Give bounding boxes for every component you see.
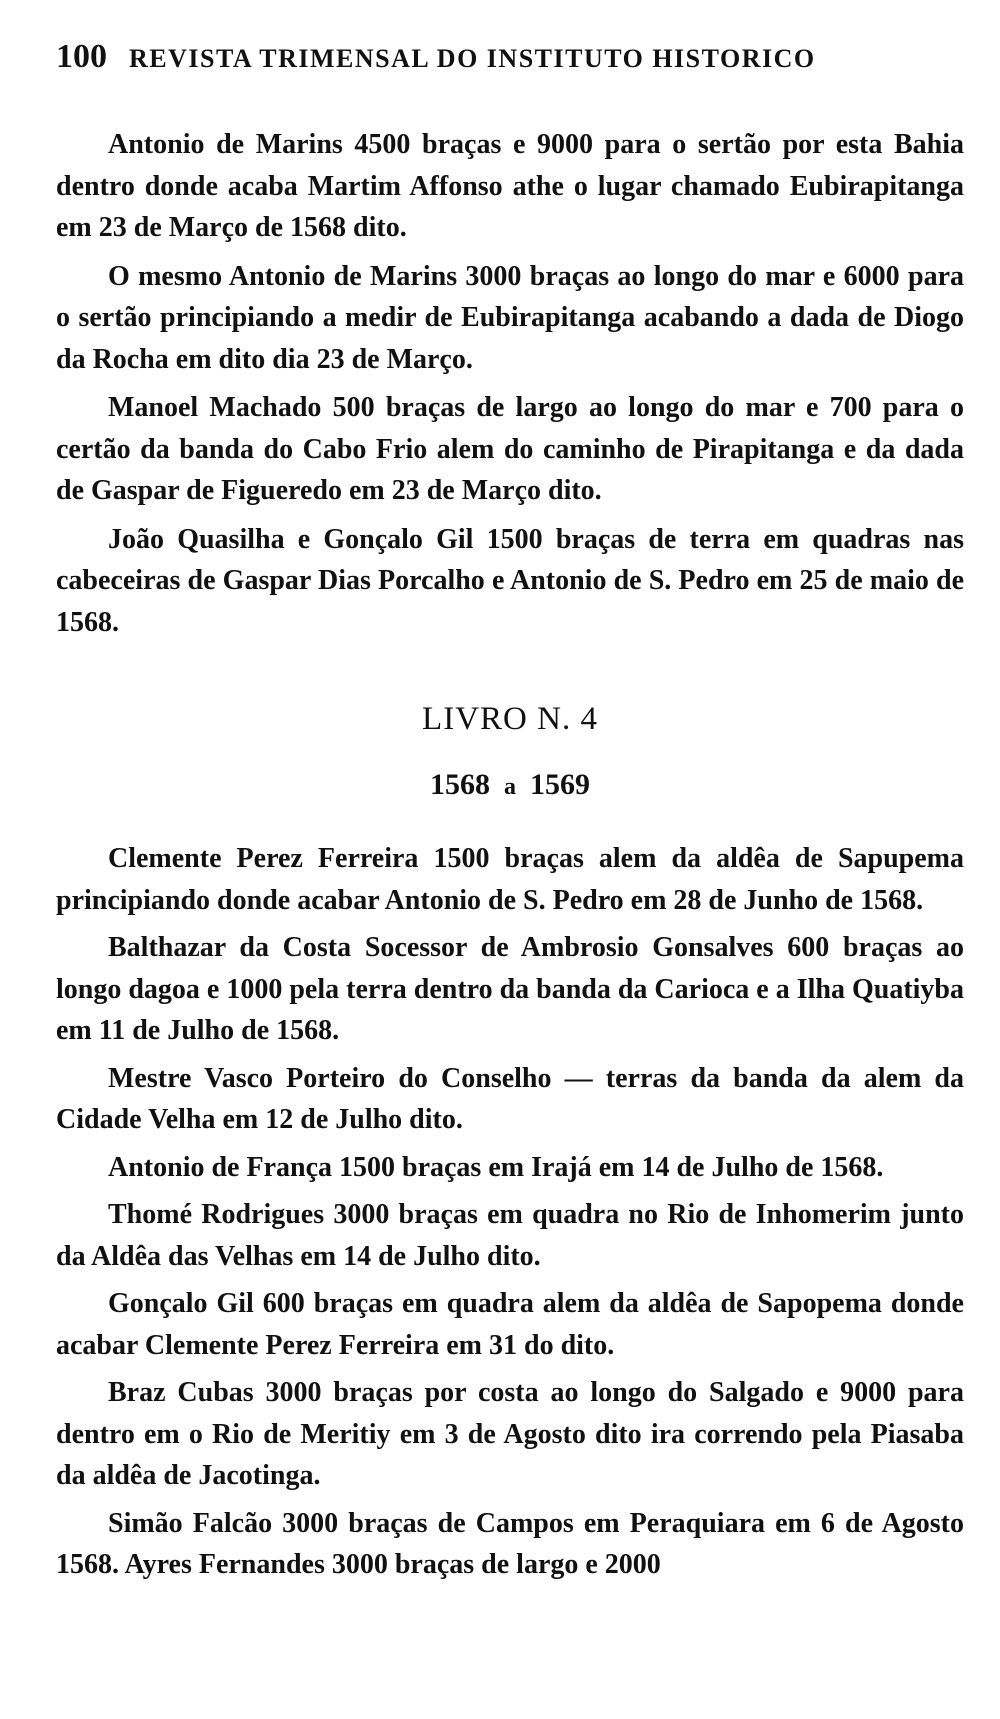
land-grant-entry: O mesmo Antonio de Marins 3000 braças ao longo do mar e 6000 para o sertão principiando a medir de Eubirapitanga acabando a dada de Diogo da Rocha em dito dia 23 de Março.: [56, 260, 964, 375]
section-years: [56, 768, 964, 802]
year-to: 1569: [530, 768, 590, 801]
page-header: [56, 38, 964, 90]
section-title: LIVRO N. 4: [422, 701, 598, 737]
running-title: REVISTA TRIMENSAL DO INSTITUTO HISTORICO: [129, 44, 816, 73]
land-grant-entry: Gonçalo Gil 600 braças em quadra alem da aldêa de Sapopema donde acabar Clemente Perez Ferreira em 31 do dito.: [56, 1288, 964, 1361]
year-from: 1568: [430, 768, 490, 801]
entries-top: [56, 124, 964, 643]
entries-bottom: [56, 838, 964, 1586]
land-grant-entry: Thomé Rodrigues 3000 braças em quadra no Rio de Inhomerim junto da Aldêa das Velhas em 14 de Julho dito.: [56, 1199, 964, 1272]
land-grant-entry: Manoel Machado 500 braças de largo ao longo do mar e 700 para o certão da banda do Cabo Frio alem do caminho de Pirapitanga e da dada de Gaspar de Figueredo em 23 de Março dito.: [56, 392, 964, 506]
page-number: 100: [56, 38, 107, 75]
land-grant-entry: Clemente Perez Ferreira 1500 braças alem da aldêa de Sapupema principiando donde acabar Antonio de S. Pedro em 28 de Junho de 1568.: [56, 843, 964, 916]
land-grant-entry: Balthazar da Costa Socessor de Ambrosio Gonsalves 600 braças ao longo dagoa e 1000 pela terra dentro da banda da Carioca e a Ilha Quatiyba em 11 de Julho de 1568.: [56, 932, 964, 1046]
land-grant-entry: Mestre Vasco Porteiro do Conselho — terras da banda da alem da Cidade Velha em 12 de Julho dito.: [56, 1062, 964, 1135]
land-grant-entry: Antonio de Marins 4500 braças e 9000 para o sertão por esta Bahia dentro donde acaba Martim Affonso athe o lugar chamado Eubirapitanga em 23 de Março de 1568 dito.: [56, 129, 964, 243]
land-grant-entry: João Quasilha e Gonçalo Gil 1500 braças de terra em quadras nas cabeceiras de Gaspar Dias Porcalho e Antonio de S. Pedro em 25 de maio de 1568.: [56, 523, 964, 638]
land-grant-entry: Simão Falcão 3000 braças de Campos em Peraquiara em 6 de Agosto 1568. Ayres Fernandes 3000 braças de largo e 2000: [56, 1507, 964, 1580]
land-grant-entry: Braz Cubas 3000 braças por costa ao longo do Salgado e 9000 para dentro em o Rio de Meritiy em 3 de Agosto dito ira correndo pela Piasaba da aldêa de Jacotinga.: [56, 1377, 964, 1491]
land-grant-entry: Antonio de França 1500 braças em Irajá em 14 de Julho de 1568.: [108, 1151, 884, 1183]
year-conjunction: a: [504, 774, 516, 800]
